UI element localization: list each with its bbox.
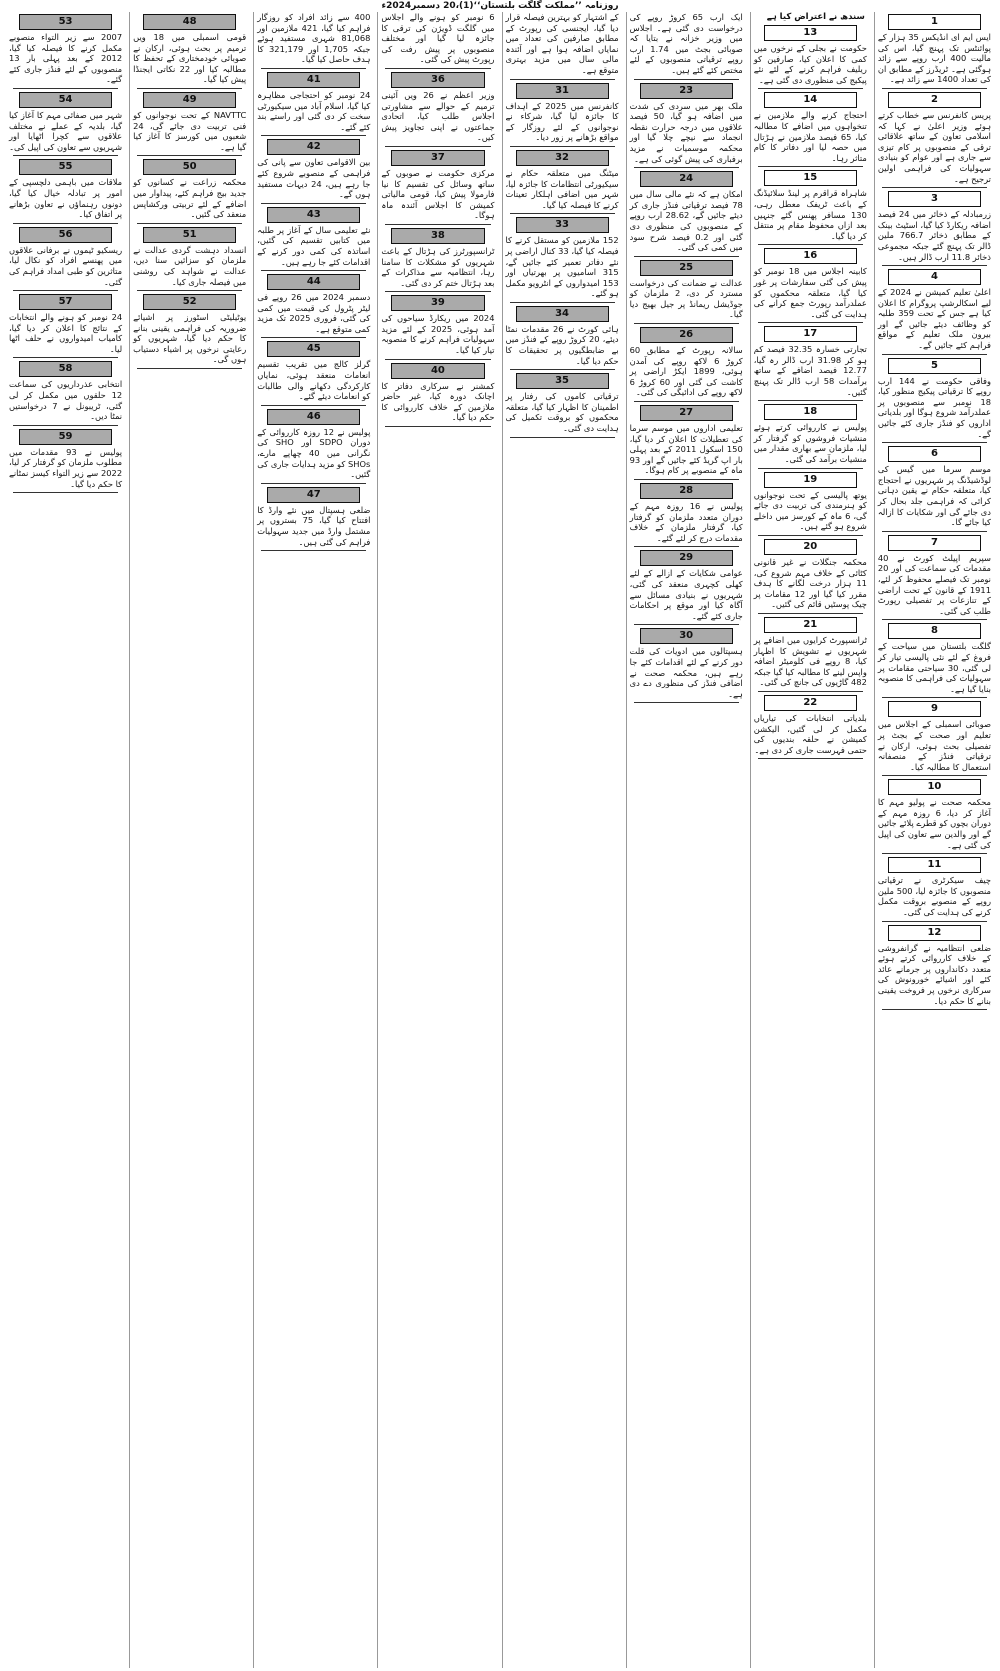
section-number-box: 35: [516, 373, 609, 389]
article-text: سپریم اپیلٹ کورٹ نے 40 مقدمات کی سماعت کی اور 20 نومبر تک فیصلے محفوظ کر لئے، 1911 کے قانون کے تحت اراضی کے تنازعات پر تفصیلی رپورٹ طلب کی گئی۔: [877, 552, 991, 616]
article-text: احتجاج کرنے والے ملازمین نے تنخواہوں میں اضافے کا مطالبہ کیا، 65 فیصد ملازمین نے ہڑتال میں حصہ لیا اور دفاتر کا کام متاثر رہا۔: [753, 110, 867, 163]
column-4: [502, 12, 622, 1668]
article-text: کانفرنس میں 2025 کے اہداف کا جائزہ لیا گیا، شرکاء نے نوجوانوں کے لئے روزگار کے مواقع بڑھانے پر زور دیا۔: [505, 100, 619, 143]
section-number-box: 41: [267, 72, 360, 88]
article-text: کمشنر نے سرکاری دفاتر کا اچانک دورہ کیا، غیر حاضر ملازمین کے خلاف کارروائی کا حکم دیا گیا۔: [381, 380, 495, 423]
divider: [385, 146, 490, 147]
section-number-box: 37: [391, 150, 484, 166]
article-text: صوبائی اسمبلی کے اجلاس میں تعلیم اور صحت کے بجٹ پر تفصیلی بحث ہوئی، ارکان نے ترقیاتی فنڈز کے منصفانہ استعمال کا مطالبہ کیا۔: [877, 719, 991, 772]
article-text: ترقیاتی کاموں کی رفتار پر اطمینان کا اظہار کیا گیا، متعلقہ محکموں کو بروقت تکمیل کی ہدایت دی گئی۔: [505, 391, 619, 434]
article-text: پولیس نے کارروائی کرتے ہوئے منشیات فروشوں کو گرفتار کر لیا، ملزمان سے بھاری مقدار میں منشیات برآمد کی گئی۔: [753, 422, 867, 465]
divider: [882, 619, 987, 620]
column-7: [129, 12, 249, 1668]
section-number-box: 7: [888, 535, 981, 551]
section-number-box: 55: [19, 159, 112, 175]
divider: [385, 291, 490, 292]
divider: [634, 624, 739, 625]
section-number-box: 42: [267, 139, 360, 155]
divider: [882, 853, 987, 854]
section-number-box: 43: [267, 207, 360, 223]
column-3: [626, 12, 746, 1668]
divider: [882, 921, 987, 922]
column-8: [6, 12, 125, 1668]
divider: [385, 224, 490, 225]
section-number-box: 36: [391, 72, 484, 88]
section-number-box: 57: [19, 294, 112, 310]
section-number-box: 48: [143, 14, 236, 30]
divider: [882, 88, 987, 89]
article-text: ریسکیو ٹیموں نے برفانی علاقوں میں پھنسے افراد کو نکال لیا، متاثرین کو طبی امداد فراہم کی گئی۔: [9, 244, 123, 287]
section-number-box: 20: [764, 539, 857, 555]
article-text: دسمبر 2024 میں 26 روپے فی لیٹر پٹرول کی قیمت میں کمی کی گئی، فروری 2025 تک مزید کمی متوقع ہے۔: [257, 292, 371, 334]
article-text: سالانہ رپورٹ کے مطابق 60 کروڑ 6 لاکھ روپے کی آمدن ہوئی، 1899 ایکڑ اراضی پر کاشت کی گئی اور 60 کروڑ 6 لاکھ روپے کی ادائیگی کی گئی۔: [629, 345, 743, 398]
article-text: عدالت نے ضمانت کی درخواست مسترد کر دی، 2 ملزمان کو جوڈیشل ریمانڈ پر جیل بھیج دیا گیا۔: [629, 277, 743, 320]
section-number-box: 25: [640, 260, 733, 276]
section-number-box: 22: [764, 695, 857, 711]
article-text: ملاقات میں باہمی دلچسپی کے امور پر تبادلہ خیال کیا گیا، دونوں رہنماؤں نے تعاون بڑھانے پر اتفاق کیا۔: [9, 177, 123, 220]
article-text: عوامی شکایات کے ازالے کے لئے کھلی کچہری منعقد کی گئی، شہریوں نے بنیادی مسائل سے آگاہ کیا اور موقع پر احکامات جاری کئے گئے۔: [629, 568, 743, 621]
divider: [261, 203, 366, 204]
article-text: شہر میں صفائی مہم کا آغاز کیا گیا، بلدیہ کے عملے نے مختلف علاقوں سے کچرا اٹھایا اور شہریوں سے تعاون کی اپیل کی۔: [9, 109, 123, 152]
article-text: بین الاقوامی تعاون سے پانی کی فراہمی کے منصوبے شروع کئے جا رہے ہیں، 24 دیہات مستفید ہوں گے۔: [257, 157, 371, 200]
divider: [758, 468, 863, 469]
section-number-box: 34: [516, 306, 609, 322]
section-number-box: 39: [391, 295, 484, 311]
divider: [882, 187, 987, 188]
divider: [634, 401, 739, 402]
article-text: میٹنگ میں متعلقہ حکام نے سیکیورٹی انتظامات کا جائزہ لیا، شہر میں اضافی اہلکار تعینات کرنے کا فیصلہ کیا گیا۔: [505, 167, 619, 210]
divider: [758, 244, 863, 245]
article-text: ایک ارب 65 کروڑ روپے کی درخواست دی گئی ہے۔ اجلاس میں وزیر خزانہ نے بتایا کہ صوبائی بجٹ میں 1.74 ارب روپے ترقیاتی منصوبوں کے لئے مختص کئے گئے ہیں۔: [629, 12, 743, 75]
section-number-box: 24: [640, 171, 733, 187]
section-number-box: 29: [640, 550, 733, 566]
divider: [634, 323, 739, 324]
article-text: نئے تعلیمی سال کے آغاز پر طلبہ میں کتابیں تقسیم کی گئیں، اساتذہ کی کمی دور کرنے کے اقدامات کئے جا رہے ہیں۔: [257, 224, 371, 267]
article-text: 2007 سے زیر التواء منصوبے مکمل کرنے کا فیصلہ کیا گیا، 2012 کے بعد پہلی بار 13 منصوبوں کے لئے فنڈز جاری کئے گئے۔: [9, 32, 123, 85]
section-number-box: 14: [764, 92, 857, 108]
divider: [882, 442, 987, 443]
divider: [510, 146, 615, 147]
divider: [510, 213, 615, 214]
article-text: محکمہ زراعت نے کسانوں کو جدید بیج فراہم کئے، پیداوار میں اضافے کے لئے تربیتی ورکشاپس منعقد کی گئیں۔: [133, 177, 247, 220]
divider: [261, 405, 366, 406]
article-text: گلگت بلتستان میں سیاحت کے فروغ کے لئے نئی پالیسی تیار کر لی گئی، 30 سیاحتی مقامات پر سہولیات کی فراہمی کا منصوبہ بنایا گیا ہے۔: [877, 641, 991, 694]
section-number-box: 26: [640, 327, 733, 343]
divider: [385, 426, 490, 427]
article-text: تعلیمی اداروں میں موسم سرما کی تعطیلات کا اعلان کر دیا گیا، 150 اسکول 2011 کے بعد پہلی بار اپ گریڈ کئے جائیں گے اور 93 ماہ کے منصوبے پر کام ہوگا۔: [629, 423, 743, 476]
divider: [261, 135, 366, 136]
divider: [882, 354, 987, 355]
article-text: قومی اسمبلی میں 18 ویں ترمیم پر بحث ہوئی، ارکان نے صوبائی خودمختاری کے تحفظ کا مطالبہ کیا اور 22 نکاتی ایجنڈا پیش کیا گیا۔: [133, 32, 247, 85]
divider: [882, 775, 987, 776]
article-text: ٹرانسپورٹرز کی ہڑتال کے باعث شہریوں کو مشکلات کا سامنا رہا، انتظامیہ سے مذاکرات کے بعد ہڑتال ختم کر دی گئی۔: [381, 245, 495, 288]
article-text: NAVTTC کے تحت نوجوانوں کو فنی تربیت دی جائے گی، 24 شعبوں میں کورسز کا آغاز کیا گیا ہے۔: [133, 109, 247, 152]
section-number-box: 28: [640, 483, 733, 499]
divider: [758, 535, 863, 536]
section-number-box: 45: [267, 341, 360, 357]
divider: [137, 88, 242, 89]
column-slug: سندھ نے اعتراض کیا ہے: [766, 12, 865, 22]
article-text: کابینہ اجلاس میں 18 نومبر کو پیش کی گئی سفارشات پر غور کیا گیا، متعلقہ محکموں کو عملدرآمد رپورٹ جمع کرانے کی ہدایت کی گئی۔: [753, 266, 867, 319]
section-number-box: 4: [888, 269, 981, 285]
divider: [385, 68, 490, 69]
section-number-box: 50: [143, 159, 236, 175]
section-number-box: 11: [888, 857, 981, 873]
section-number-box: 13: [764, 25, 857, 41]
divider: [261, 68, 366, 69]
article-text: گرلز کالج میں تقریب تقسیم انعامات منعقد ہوئی، نمایاں کارکردگی دکھانے والی طالبات کو انعامات دیئے گئے۔: [257, 359, 371, 402]
article-text: مرکزی حکومت نے صوبوں کے ساتھ وسائل کی تقسیم کا نیا فارمولا پیش کیا، قومی مالیاتی کمیشن کا اجلاس آئندہ ماہ ہوگا۔: [381, 167, 495, 221]
section-number-box: 3: [888, 191, 981, 207]
column-6: [253, 12, 373, 1668]
divider: [261, 483, 366, 484]
article-text: وفاقی حکومت نے 144 ارب روپے کا ترقیاتی پیکیج منظور کیا، 18 نومبر سے منصوبوں پر عملدرآمد شروع ہوگا اور بلدیاتی اداروں کو فنڈز جاری کئے جائیں گے۔: [877, 375, 991, 439]
section-number-box: 38: [391, 228, 484, 244]
section-number-box: 32: [516, 150, 609, 166]
article-text: شاہراہ قراقرم پر لینڈ سلائیڈنگ کے باعث ٹریفک معطل رہی، 130 مسافر پھنس گئے جنہیں بعد ازاں محفوظ مقام پر منتقل کر دیا گیا۔: [753, 188, 867, 241]
section-number-box: 9: [888, 701, 981, 717]
divider: [261, 550, 366, 551]
article-text: 24 نومبر کو ہونے والے انتخابات کے نتائج کا اعلان کر دیا گیا، کامیاب امیدواروں نے حلف اٹھا لیا۔: [9, 312, 123, 354]
divider: [13, 425, 118, 426]
article-text: اعلیٰ تعلیم کمیشن نے 2024 کے لیے اسکالرشپ پروگرام کا اعلان کیا ہے جس کے تحت 359 طلبہ کو وظائف دیئے جائیں گے اور بیرون ملک تعلیم کے مواقع فراہم کئے جائیں گے۔: [877, 287, 991, 351]
divider: [882, 1009, 987, 1010]
divider: [510, 302, 615, 303]
section-number-box: 44: [267, 274, 360, 290]
section-number-box: 21: [764, 617, 857, 633]
divider: [13, 492, 118, 493]
column-5: [377, 12, 497, 1668]
divider: [510, 79, 615, 80]
section-number-box: 5: [888, 358, 981, 374]
divider: [510, 369, 615, 370]
article-text: ضلعی انتظامیہ نے گرانفروشی کے خلاف کارروائی کرتے ہوئے متعدد دکانداروں پر جرمانے عائد کئے اور اشیائے خورونوش کی سرکاری نرخوں پر فروخت یقینی بنانے کا حکم دیا۔: [877, 942, 991, 1006]
section-number-box: 54: [19, 92, 112, 108]
divider: [758, 166, 863, 167]
divider: [13, 223, 118, 224]
section-number-box: 15: [764, 170, 857, 186]
section-number-box: 56: [19, 227, 112, 243]
article-text: بلدیاتی انتخابات کی تیاریاں مکمل کر لی گئیں، الیکشن کمیشن نے حلقہ بندیوں کی حتمی فہرست جاری کر دی ہے۔: [753, 712, 867, 755]
section-number-box: 52: [143, 294, 236, 310]
article-text: ایس ایم ای انڈیکس 35 ہزار کے پوائنٹس تک پہنچ گیا، اس کی مالیت 400 ارب روپے سے زائد ہوگئی ہے۔ ٹریڈرز کے مطابق ان کی تعداد 1400 سے زائد ہے۔: [877, 32, 991, 85]
divider: [13, 155, 118, 156]
divider: [758, 613, 863, 614]
section-number-box: 33: [516, 217, 609, 233]
section-number-box: 40: [391, 363, 484, 379]
article-text: کے اشتہار کو بہترین فیصلہ قرار دیا گیا، ایجنسی کی رپورٹ کے مطابق صارفین کی تعداد میں نمایاں اضافہ ہوا ہے اور آئندہ مالی سال میں مزید بہتری متوقع ہے۔: [505, 12, 619, 75]
divider: [137, 155, 242, 156]
section-number-box: 1: [888, 14, 981, 30]
section-number-box: 31: [516, 83, 609, 99]
section-number-box: 53: [19, 14, 112, 30]
divider: [634, 546, 739, 547]
divider: [510, 437, 615, 438]
article-text: یوٹیلیٹی اسٹورز پر اشیائے ضروریہ کی فراہمی یقینی بنانے کا حکم دیا گیا، شہریوں کو رعایتی نرخوں پر اشیاء دستیاب ہوں گی۔: [133, 312, 247, 365]
article-text: یوتھ پالیسی کے تحت نوجوانوں کو ہنرمندی کی تربیت دی جائے گی، 6 ماہ کے کورسز میں داخلے شروع ہو گئے ہیں۔: [753, 489, 867, 532]
article-text: تجارتی خسارہ 32.35 فیصد کم ہو کر 31.98 ارب ڈالر رہ گیا، 12.77 فیصد اضافے کے ساتھ برآمدات 58 ارب ڈالر تک پہنچ گئیں۔: [753, 344, 867, 397]
article-text: محکمہ صحت نے پولیو مہم کا آغاز کر دیا، 6 روزہ مہم کے دوران بچوں کو قطرے پلائے جائیں گے اور والدین سے تعاون کی اپیل کی گئی ہے۔: [877, 797, 991, 850]
section-number-box: 46: [267, 409, 360, 425]
section-number-box: 59: [19, 429, 112, 445]
article-text: پولیس نے 93 مقدمات میں مطلوب ملزمان کو گرفتار کر لیا، 2022 سے زیر التواء کیسز نمٹانے کا حکم دیا گیا۔: [9, 446, 123, 489]
column-2: [750, 12, 870, 1668]
section-number-box: 12: [888, 925, 981, 941]
section-number-box: 19: [764, 472, 857, 488]
page-header: روزنامہ ’’مملکت گلگت بلتستان‘‘(1)،20 دسمبر2024ء: [381, 1, 619, 11]
article-text: ٹرانسپورٹ کرایوں میں اضافے پر شہریوں نے تشویش کا اظہار کیا، 8 روپے فی کلومیٹر اضافہ واپس لینے کا مطالبہ کیا گیا جبکہ 482 گاڑیوں کی جانچ کی گئی۔: [753, 634, 867, 688]
article-text: ملک بھر میں سردی کی شدت میں اضافہ ہو گیا، 50 فیصد علاقوں میں درجہ حرارت نقطہ انجماد سے نیچے چلا گیا اور محکمہ موسمیات نے مزید برفباری کی پیش گوئی کی ہے۔: [629, 100, 743, 164]
divider: [882, 697, 987, 698]
article-text: 6 نومبر کو ہونے والے اجلاس میں گلگت ڈویژن کی ترقی کا جائزہ لیا گیا اور مختلف منصوبوں پر پیش رفت کی رپورٹ پیش کی گئی۔: [381, 12, 495, 65]
section-number-box: 51: [143, 227, 236, 243]
article-text: پولیس نے 12 روزہ کارروائی کے دوران SDPO اور SHO کی نگرانی میں 40 چھاپے مارے، SHOs کو مزید ہدایات جاری کی گئیں۔: [257, 426, 371, 480]
divider: [634, 167, 739, 168]
article-text: وزیر اعظم نے 26 ویں آئینی ترمیم کے حوالے سے مشاورتی اجلاس طلب کیا، اتحادی جماعتوں نے اپنی تجاویز پیش کیں۔: [381, 89, 495, 143]
divider: [758, 322, 863, 323]
divider: [13, 290, 118, 291]
divider: [261, 337, 366, 338]
article-text: محکمہ جنگلات نے غیر قانونی کٹائی کے خلاف مہم شروع کی، 11 ہزار درخت لگانے کا ہدف مقرر کیا گیا اور 12 مقامات پر چیک پوسٹیں قائم کی گئیں۔: [753, 557, 867, 610]
article-text: حکومت نے بجلی کے نرخوں میں کمی کا اعلان کیا، صارفین کو ریلیف فراہم کرنے کے لئے نئے پیکیج کی منظوری دی گئی ہے۔: [753, 43, 867, 85]
divider: [385, 359, 490, 360]
section-number-box: 17: [764, 326, 857, 342]
divider: [137, 368, 242, 369]
section-number-box: 16: [764, 248, 857, 264]
section-number-box: 2: [888, 92, 981, 108]
divider: [758, 400, 863, 401]
article-text: ہسپتالوں میں ادویات کی قلت دور کرنے کے لئے اقدامات کئے جا رہے ہیں، محکمہ صحت نے اضافی فنڈز کی منظوری دے دی ہے۔: [629, 646, 743, 699]
article-text: 2024 میں ریکارڈ سیاحوں کی آمد ہوئی، 2025 کے لئے مزید سہولیات فراہم کرنے کا منصوبہ تیار کیا گیا۔: [381, 313, 495, 356]
divider: [13, 88, 118, 89]
section-number-box: 27: [640, 405, 733, 421]
section-number-box: 23: [640, 83, 733, 99]
divider: [634, 79, 739, 80]
divider: [634, 256, 739, 257]
article-text: ضلعی ہسپتال میں نئے وارڈ کا افتتاح کیا گیا، 75 بستروں پر مشتمل وارڈ میں جدید سہولیات فراہم کی گئی ہیں۔: [257, 504, 371, 547]
divider: [758, 758, 863, 759]
divider: [758, 691, 863, 692]
article-text: چیف سیکرٹری نے ترقیاتی منصوبوں کا جائزہ لیا، 500 ملین روپے کے منصوبے بروقت مکمل کرنے کی ہدایت کی گئی۔: [877, 875, 991, 918]
divider: [261, 270, 366, 271]
divider: [13, 357, 118, 358]
article-text: انسداد دہشت گردی عدالت نے ملزمان کو سزائیں سنا دیں، عدالت نے شواہد کی روشنی میں فیصلہ جاری کیا۔: [133, 244, 247, 287]
article-text: پولیس نے 16 روزہ مہم کے دوران متعدد ملزمان کو گرفتار کیا، گرفتار ملزمان کے خلاف مقدمات درج کر لئے گئے۔: [629, 501, 743, 543]
divider: [758, 88, 863, 89]
section-number-box: 8: [888, 623, 981, 639]
section-number-box: 58: [19, 361, 112, 377]
section-number-box: 10: [888, 779, 981, 795]
divider: [634, 702, 739, 703]
article-text: موسم سرما میں گیس کی لوڈشیڈنگ پر شہریوں نے احتجاج کیا، متعلقہ حکام نے یقین دہانی کرائی کہ فراہمی جلد بحال کر دی جائے گی اور شکایات کا ازالہ کیا جائے گا۔: [877, 464, 991, 528]
divider: [634, 479, 739, 480]
article-text: 24 نومبر کو احتجاجی مظاہرہ کیا گیا، اسلام آباد میں سیکیورٹی سخت کر دی گئی اور راستے بند کئے گئے۔: [257, 89, 371, 132]
column-1: [874, 12, 994, 1668]
divider: [882, 265, 987, 266]
section-number-box: 18: [764, 404, 857, 420]
article-text: 152 ملازمین کو مستقل کرنے کا فیصلہ کیا گیا، 33 کنال اراضی پر نئے دفاتر تعمیر کئے جائیں گے، 315 اسامیوں پر بھرتیاں اور 153 امیدواروں کے انٹرویو مکمل ہو گئے۔: [505, 235, 619, 299]
section-number-box: 47: [267, 487, 360, 503]
divider: [137, 290, 242, 291]
section-number-box: 49: [143, 92, 236, 108]
article-text: 400 سے زائد افراد کو روزگار فراہم کیا گیا، 421 ملازمین اور 81,068 شہری مستفید ہوئے جبکہ 1,705 اور 321,179 کا ہدف حاصل کیا گیا۔: [257, 12, 371, 65]
article-text: امکان ہے کہ نئے مالی سال میں 78 فیصد ترقیاتی فنڈز جاری کر دیئے جائیں گے، 28.62 ارب روپے کے منصوبوں کی منظوری دی گئی اور 0.2 فیصد شرح سود میں کمی کی گئی۔: [629, 189, 743, 253]
article-text: ہائی کورٹ نے 26 مقدمات نمٹا دیئے، 20 کروڑ روپے کے فنڈز میں بے ضابطگیوں پر تحقیقات کا حکم دیا گیا۔: [505, 323, 619, 366]
divider: [882, 531, 987, 532]
article-text: انتخابی عذرداریوں کی سماعت 12 حلقوں میں مکمل کر لی گئی، ٹریبونل نے 7 درخواستیں نمٹا دیں۔: [9, 379, 123, 422]
section-number-box: 6: [888, 446, 981, 462]
divider: [137, 223, 242, 224]
article-text: پریس کانفرنس سے خطاب کرتے ہوئے وزیر اعلیٰ نے کہا کہ اسلامی تعاون کے ساتھ علاقائی ترقی کے منصوبوں پر کام تیزی سے جاری ہے اور عوام کو بنیادی سہولیات کی فراہمی اولین ترجیح ہے۔: [877, 109, 991, 184]
article-text: زرمبادلہ کے ذخائر میں 24 فیصد اضافہ ریکارڈ کیا گیا، اسٹیٹ بینک کے مطابق ذخائر 766.7 ملین ڈالر تک پہنچ گئے جبکہ مجموعی ذخائر 11.8 ارب ڈالر ہیں۔: [877, 209, 991, 262]
section-number-box: 30: [640, 628, 733, 644]
newspaper-page: [6, 12, 994, 1668]
